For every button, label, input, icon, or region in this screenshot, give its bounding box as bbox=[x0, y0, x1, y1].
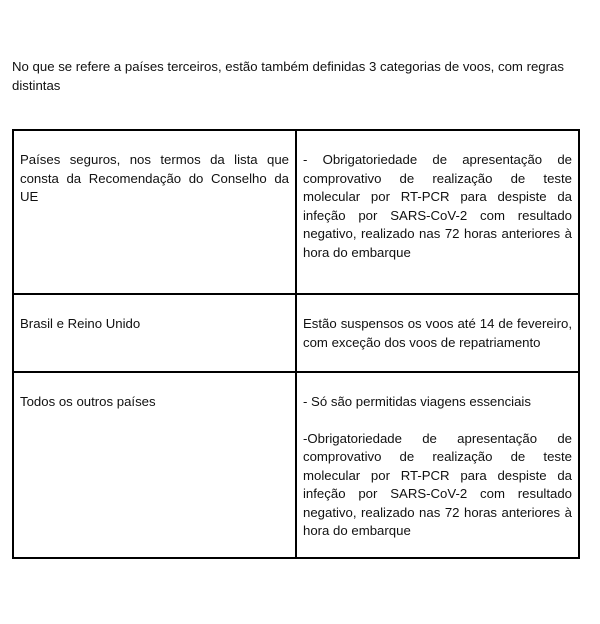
category-cell bbox=[13, 372, 296, 558]
rule-text: - Obrigatoriedade de apresentação de comprovativo de realização de teste molecular por RT-PCR para despiste da infeção por SARS-CoV-2 com resultado negativo, realizado nas 72 horas anteriores à hora do embarque bbox=[303, 152, 572, 260]
category-text: Brasil e Reino Unido bbox=[20, 316, 141, 331]
category-cell bbox=[13, 294, 296, 372]
category-cell bbox=[13, 130, 296, 294]
category-text: Países seguros, nos termos da lista que consta da Recomendação do Conselho da UE bbox=[20, 152, 289, 204]
rule-text: -Obrigatoriedade de apresentação de comprovativo de realização de teste molecular por RT-PCR para despiste da infeção por SARS-CoV-2 com resultado negativo, realizado nas 72 horas anteriores à hora do embarque bbox=[303, 430, 572, 538]
table-row bbox=[13, 294, 579, 372]
rules-cell bbox=[296, 372, 579, 558]
table-row bbox=[13, 372, 579, 558]
category-text: Todos os outros países bbox=[20, 394, 156, 409]
rules-cell bbox=[296, 294, 579, 372]
rule-text: Estão suspensos os voos até 14 de fevereiro, com exceção dos voos de repatriamento bbox=[303, 316, 572, 350]
rule-text: - Só são permitidas viagens essenciais bbox=[303, 394, 531, 409]
table-row bbox=[13, 130, 579, 294]
rules-cell bbox=[296, 130, 579, 294]
intro-paragraph: No que se refere a países terceiros, estão também definidas 3 categorias de voos, com regras distintas bbox=[12, 59, 564, 93]
flight-rules-table bbox=[12, 129, 580, 559]
